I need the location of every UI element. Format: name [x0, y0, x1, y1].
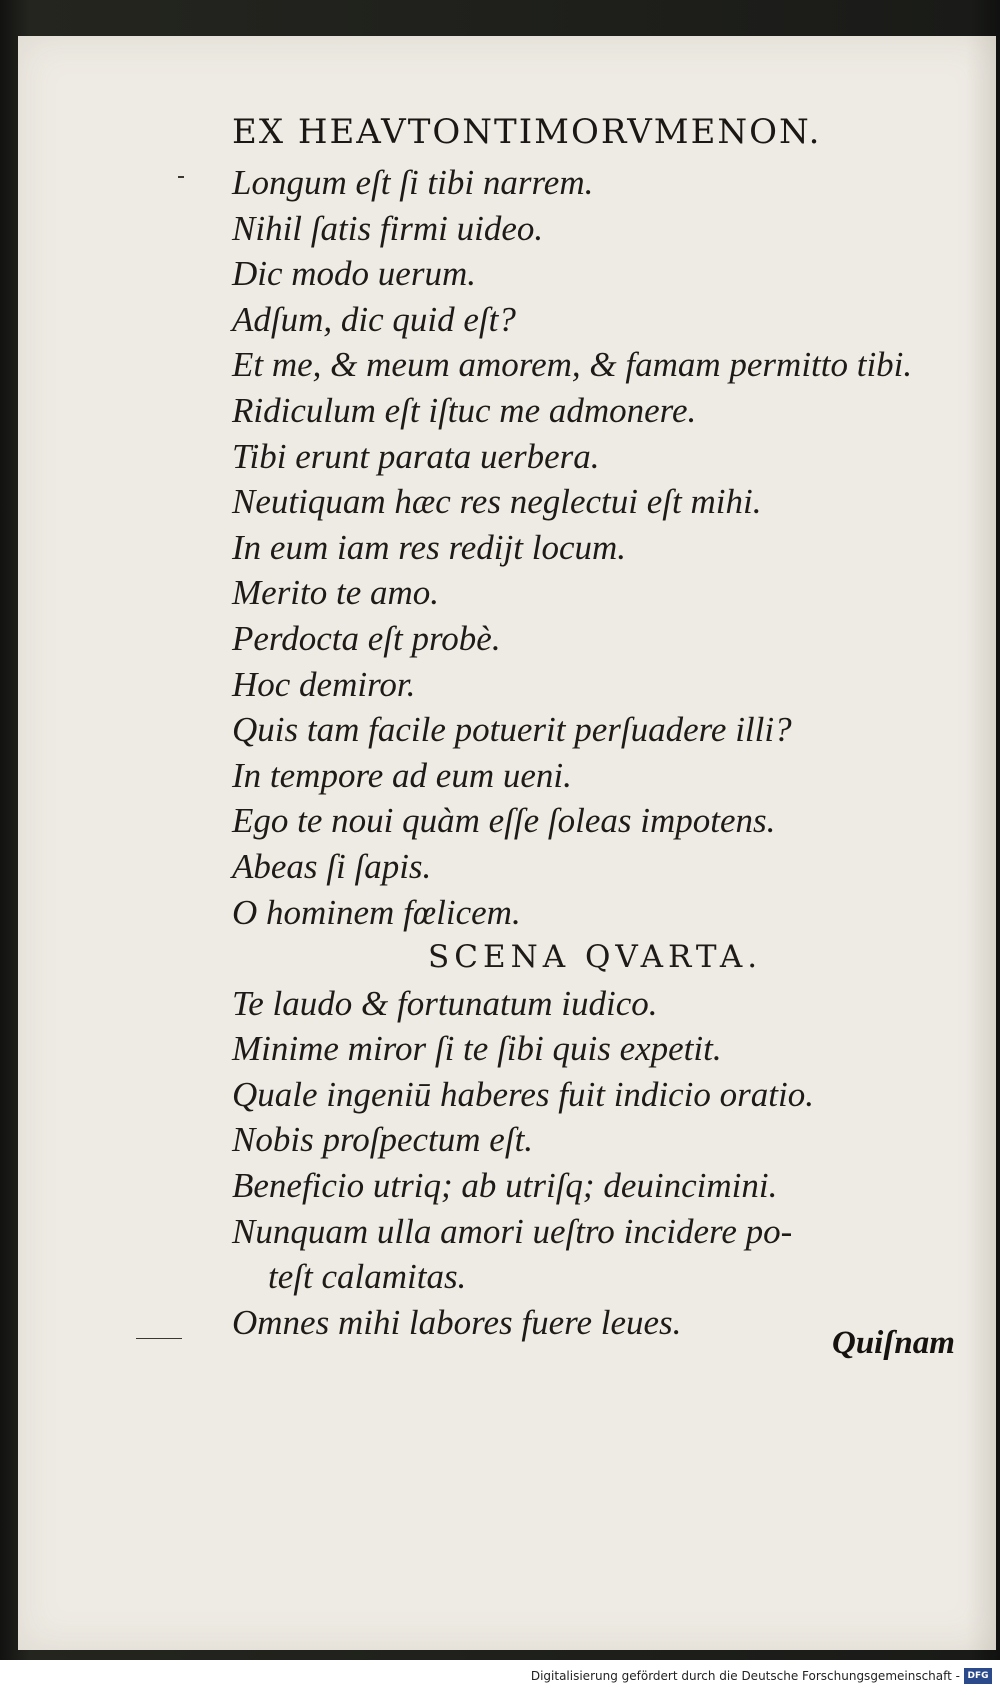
- dfg-logo: DFG: [964, 1668, 992, 1684]
- verse-line: Quis tam facile potuerit perſuadere illi?: [232, 710, 792, 750]
- verse-line: Nobis proſpectum eſt.: [232, 1120, 534, 1160]
- verse-line: O hominem fœlicem.: [232, 892, 521, 932]
- verse-line: Tibi erunt parata uerbera.: [232, 436, 600, 476]
- verse-line: In tempore ad eum ueni.: [232, 755, 572, 795]
- verse-line: Adſum, dic quid eſt?: [232, 299, 516, 339]
- verse-line: Ego te noui quàm eſſe ſoleas impotens.: [232, 801, 776, 841]
- funding-credit: Digitalisierung gefördert durch die Deutsche Forschungsgemeinschaft -: [530, 1669, 960, 1683]
- verse-line: Et me, & meum amorem, & famam permitto tibi.: [232, 345, 913, 385]
- scene-heading: SCENA QVARTA.: [428, 939, 763, 976]
- verse-lines: [232, 160, 962, 1345]
- verse-line: Beneficio utriq; ab utriſq; deuincimini.: [232, 1166, 778, 1206]
- footer-bar: [0, 1660, 1000, 1695]
- verse-line: In eum iam res rediјt locum.: [232, 527, 627, 567]
- verse-line: Abeas ſi ſapis.: [232, 846, 432, 886]
- stray-ink-mark: [136, 1338, 182, 1339]
- verse-line: Dic modo uerum.: [232, 254, 476, 294]
- verse-line-continuation: teſt calamitas.: [268, 1257, 467, 1297]
- verse-line: Ridiculum eſt iſtuc me admonere.: [232, 390, 697, 430]
- verse-line: Perdocta eſt probè.: [232, 618, 501, 658]
- verse-line: Longum eſt ſi tibi narrem.: [232, 163, 594, 202]
- verse-line: Omnes mihi labores fuere leues.: [232, 1302, 682, 1342]
- running-title: EX HEAVTONTIMORVMENON.: [232, 112, 822, 152]
- catchword: Quiſnam: [832, 1325, 955, 1361]
- verse-line: Hoc demiror.: [232, 664, 416, 704]
- verse-line: Neutiquam hæc res neglectui eſt mihi.: [232, 482, 762, 522]
- text-block: [232, 112, 962, 1345]
- verse-line: Merito te amo.: [232, 573, 440, 613]
- verse-line: Nihil ſatis firmi uideo.: [232, 208, 544, 248]
- verse-line: Nunquam ulla amori ueſtro incidere po-: [232, 1211, 793, 1251]
- verse-line: Quale ingeniū haberes fuit indicio oratio.: [232, 1074, 814, 1114]
- verse-line: Te laudo & fortunatum iudico.: [232, 983, 658, 1023]
- verse-line: Minime miror ſi te ſibi quis expetit.: [232, 1029, 722, 1069]
- stray-ink-mark: [178, 176, 184, 178]
